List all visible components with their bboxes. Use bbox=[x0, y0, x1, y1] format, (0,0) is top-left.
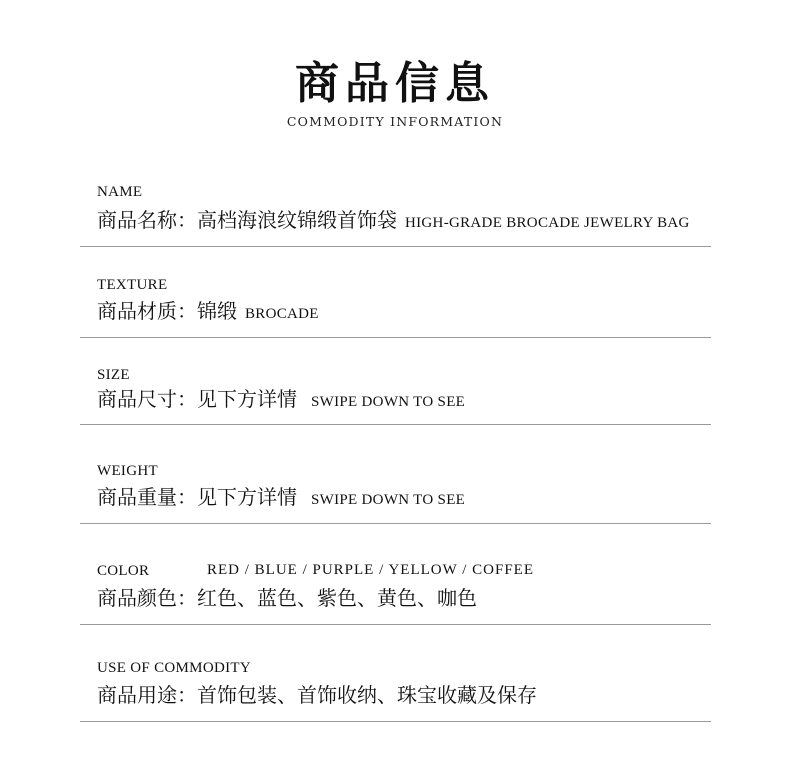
use-label-cn: 商品用途： bbox=[97, 683, 197, 707]
color-value-cn: 红色、蓝色、紫色、黄色、咖色 bbox=[197, 586, 477, 610]
weight-value-cn: 见下方详情 bbox=[197, 485, 297, 509]
name-value-cn: 高档海浪纹锦缎首饰袋 bbox=[197, 208, 397, 232]
page-subtitle: COMMODITY INFORMATION bbox=[286, 114, 504, 129]
row-divider bbox=[80, 523, 711, 524]
use-line bbox=[97, 679, 537, 708]
texture-label-en: TEXTURE bbox=[97, 277, 168, 293]
size-label-en: SIZE bbox=[97, 367, 130, 383]
texture-value-cn: 锦缎 bbox=[197, 299, 237, 323]
row-divider bbox=[80, 337, 711, 338]
weight-value-en: SWIPE DOWN TO SEE bbox=[311, 492, 466, 508]
page-title: 商品信息 bbox=[295, 58, 495, 109]
size-label-cn: 商品尺寸： bbox=[97, 387, 197, 411]
name-label-cn: 商品名称： bbox=[97, 208, 197, 232]
color-label-cn: 商品颜色： bbox=[97, 586, 197, 610]
name-value-en: HIGH-GRADE BROCADE JEWELRY BAG bbox=[405, 215, 690, 231]
color-value-en: RED / BLUE / PURPLE / YELLOW / COFFEE bbox=[207, 562, 535, 578]
row-divider bbox=[80, 246, 711, 247]
size-value-cn: 见下方详情 bbox=[197, 387, 297, 411]
use-value-cn: 首饰包装、首饰收纳、珠宝收藏及保存 bbox=[197, 683, 537, 707]
color-line bbox=[97, 582, 477, 611]
color-label-en: COLOR bbox=[97, 563, 150, 579]
texture-line bbox=[97, 295, 319, 324]
texture-value-en: BROCADE bbox=[245, 306, 319, 322]
weight-line bbox=[97, 481, 465, 510]
use-label-en: USE OF COMMODITY bbox=[97, 660, 251, 676]
weight-label-cn: 商品重量： bbox=[97, 485, 197, 509]
page-header bbox=[0, 56, 790, 129]
row-divider bbox=[80, 624, 711, 625]
size-line bbox=[97, 383, 465, 412]
weight-label-en: WEIGHT bbox=[97, 463, 158, 479]
row-divider bbox=[80, 424, 711, 425]
texture-label-cn: 商品材质： bbox=[97, 299, 197, 323]
row-divider bbox=[80, 721, 711, 722]
name-line bbox=[97, 204, 690, 233]
name-label-en: NAME bbox=[97, 184, 143, 200]
size-value-en: SWIPE DOWN TO SEE bbox=[311, 394, 466, 410]
